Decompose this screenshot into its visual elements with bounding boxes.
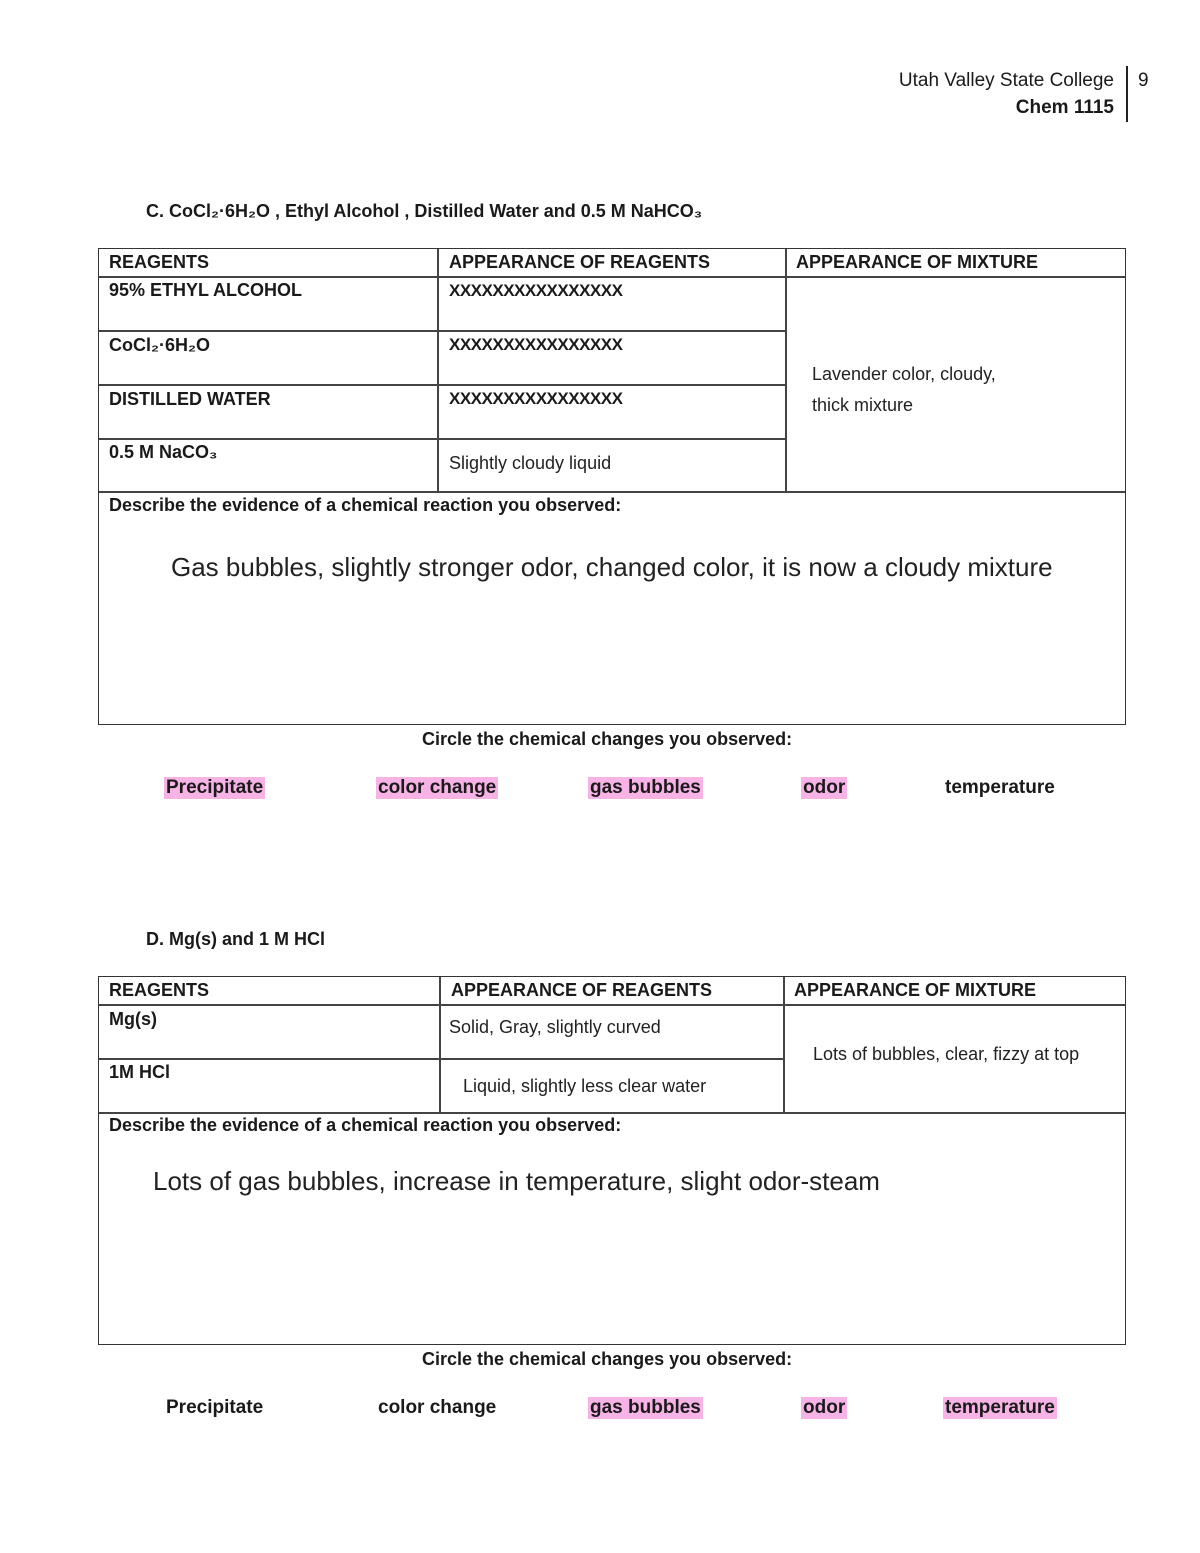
- mixture-appearance: thick mixture: [812, 395, 914, 415]
- option-precipitate[interactable]: Precipitate: [166, 1397, 264, 1418]
- reagent-name: 95% ETHYL ALCOHOL: [109, 280, 303, 300]
- row-divider: [99, 276, 1125, 278]
- option-color-change[interactable]: color change: [378, 777, 497, 798]
- evidence-text: Gas bubbles, slightly stronger odor, changed color, it is now a cloudy mixture: [171, 552, 1053, 582]
- evidence-label: Describe the evidence of a chemical reaction you observed:: [109, 1115, 622, 1135]
- circle-title: Circle the chemical changes you observed:: [422, 1349, 793, 1369]
- section-c-table: [98, 248, 1126, 725]
- reagent-name: Mg(s): [109, 1009, 157, 1029]
- col-divider: [437, 249, 439, 492]
- reagent-name: CoCl₂·6H₂O: [109, 335, 210, 355]
- col-header-reagents: REAGENTS: [109, 980, 210, 1000]
- section-d-title: D. Mg(s) and 1 M HCl: [146, 929, 325, 949]
- col-header-appearance-reagents: APPEARANCE OF REAGENTS: [449, 252, 711, 272]
- mixture-appearance: Lavender color, cloudy,: [812, 364, 996, 384]
- row-divider: [99, 1004, 1125, 1006]
- option-gas-bubbles[interactable]: gas bubbles: [590, 777, 701, 798]
- section-d-table: [98, 976, 1126, 1345]
- course-code: Chem 1115: [1015, 97, 1114, 118]
- reagent-appearance: XXXXXXXXXXXXXXXX: [449, 281, 623, 300]
- evidence-label: Describe the evidence of a chemical reaction you observed:: [109, 495, 622, 515]
- option-temperature[interactable]: temperature: [945, 1397, 1055, 1418]
- header-divider: [1126, 66, 1128, 122]
- reagent-name: 1M HCl: [109, 1062, 171, 1082]
- col-header-appearance-mixture: APPEARANCE OF MIXTURE: [794, 980, 1037, 1000]
- option-odor[interactable]: odor: [803, 777, 846, 798]
- reagent-name: DISTILLED WATER: [109, 389, 271, 409]
- col-divider: [783, 977, 785, 1113]
- row-divider: [99, 491, 1125, 493]
- row-divider: [99, 1058, 784, 1060]
- row-divider: [99, 1112, 1125, 1114]
- col-divider: [439, 977, 441, 1113]
- reagent-appearance: XXXXXXXXXXXXXXXX: [449, 335, 623, 354]
- reagent-appearance: Slightly cloudy liquid: [449, 453, 612, 473]
- row-divider: [99, 438, 786, 440]
- row-divider: [99, 384, 786, 386]
- college-name: Utah Valley State College: [898, 70, 1114, 91]
- col-header-reagents: REAGENTS: [109, 252, 210, 272]
- col-header-appearance-reagents: APPEARANCE OF REAGENTS: [451, 980, 713, 1000]
- section-c-title: C. CoCl₂·6H₂O , Ethyl Alcohol , Distilled Water and 0.5 M NaHCO₃: [146, 201, 703, 221]
- reagent-appearance: Liquid, slightly less clear water: [463, 1076, 707, 1096]
- option-precipitate[interactable]: Precipitate: [166, 777, 264, 798]
- row-divider: [99, 330, 786, 332]
- circle-title: Circle the chemical changes you observed:: [422, 729, 793, 749]
- page-number: 9: [1138, 70, 1149, 91]
- reagent-name: 0.5 M NaCO₃: [109, 442, 218, 462]
- col-header-appearance-mixture: APPEARANCE OF MIXTURE: [796, 252, 1039, 272]
- option-gas-bubbles[interactable]: gas bubbles: [590, 1397, 701, 1418]
- option-color-change[interactable]: color change: [378, 1397, 497, 1418]
- mixture-appearance: Lots of bubbles, clear, fizzy at top: [813, 1044, 1080, 1064]
- evidence-text: Lots of gas bubbles, increase in temperature, slight odor-steam: [153, 1166, 880, 1196]
- option-temperature[interactable]: temperature: [945, 777, 1055, 798]
- reagent-appearance: Solid, Gray, slightly curved: [449, 1017, 661, 1037]
- col-divider: [785, 249, 787, 492]
- reagent-appearance: XXXXXXXXXXXXXXXX: [449, 389, 623, 408]
- option-odor[interactable]: odor: [803, 1397, 846, 1418]
